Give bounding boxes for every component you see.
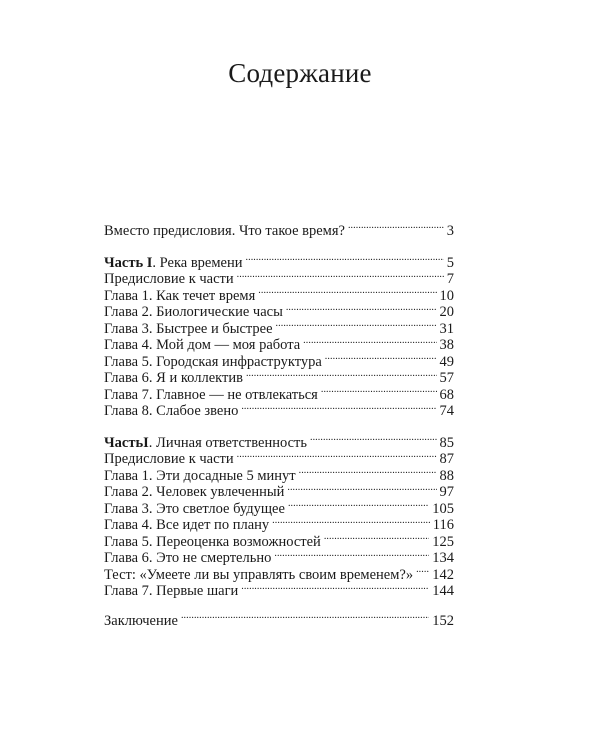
- toc-entry-page: 74: [439, 403, 454, 419]
- toc-entry-page: 7: [446, 271, 454, 287]
- dot-leader: [258, 283, 436, 300]
- dot-leader: [299, 463, 437, 480]
- toc-part1-heading[interactable]: [104, 250, 454, 271]
- toc-entry-conclusion[interactable]: [104, 608, 454, 629]
- dot-leader: [274, 546, 429, 563]
- toc-entry-page: 5: [446, 254, 454, 271]
- toc-entry-label: Глава 2. Биологические часы: [104, 304, 283, 320]
- toc-entry-page: 57: [439, 370, 454, 386]
- dot-leader: [288, 496, 429, 513]
- toc-entry-label: Глава 3. Это светлое будущее: [104, 500, 285, 517]
- toc-entry-label: Предисловие к части: [104, 451, 234, 467]
- toc-entry-label: Глава 2. Человек увлеченный: [104, 484, 285, 500]
- toc-entry-page: 10: [439, 287, 454, 304]
- toc-entry-intro[interactable]: [104, 218, 454, 239]
- toc-entry-label: Глава 4. Мой дом — моя работа: [104, 337, 301, 353]
- toc-entry-page: 31: [439, 320, 454, 337]
- toc-entry-page: 116: [432, 517, 454, 533]
- toc-entry-label: Глава 7. Первые шаги: [104, 583, 239, 599]
- toc-entry-page: 125: [432, 533, 454, 550]
- toc-entry-label: Глава 7. Главное — не отвлекаться: [104, 386, 318, 403]
- dot-leader: [348, 218, 444, 235]
- dot-leader: [416, 562, 429, 579]
- toc-entry-label: Глава 4. Все идет по плану: [104, 517, 270, 533]
- toc-entry-page: 105: [432, 500, 454, 517]
- toc-entry-label: Глава 6. Я и коллектив: [104, 370, 243, 386]
- toc-part-title: . Личная ответственность: [148, 434, 307, 451]
- toc-entry-page: 88: [439, 467, 454, 484]
- toc-part-heading-label: [104, 255, 243, 272]
- toc-entry-page: 97: [439, 484, 454, 500]
- toc-entry-label: Вместо предисловия. Что такое время?: [104, 222, 345, 239]
- dot-leader: [241, 399, 436, 416]
- dot-leader: [325, 349, 437, 366]
- toc-conclusion-block: [104, 608, 454, 629]
- dot-leader: [237, 447, 437, 464]
- dot-leader: [241, 579, 429, 596]
- toc-entry-label: Глава 5. Переоценка возможностей: [104, 533, 321, 550]
- dot-leader: [324, 529, 429, 546]
- dot-leader: [181, 608, 429, 625]
- toc-part-number: Часть I: [104, 254, 153, 271]
- dot-leader: [287, 480, 436, 497]
- toc-entry-page: 142: [432, 566, 454, 583]
- dot-leader: [272, 513, 430, 530]
- toc-part2-block: [104, 430, 454, 599]
- toc-entry-page: 85: [439, 434, 454, 451]
- dot-leader: [246, 250, 444, 267]
- toc-entry-label: Глава 1. Как течет время: [104, 287, 256, 304]
- toc-part-number: ЧастьI: [104, 434, 149, 451]
- toc-entry-page: 134: [432, 550, 454, 566]
- dot-leader: [286, 300, 437, 317]
- toc-entry-label: Тест: «Умеете ли вы управлять своим временем?»: [104, 566, 414, 583]
- toc-entry-page: 68: [439, 386, 454, 403]
- dot-leader: [303, 333, 436, 350]
- dot-leader: [237, 267, 444, 284]
- dot-leader: [310, 430, 437, 447]
- toc-entry-label: Глава 1. Эти досадные 5 минут: [104, 467, 296, 484]
- toc-entry-page: 144: [432, 583, 454, 599]
- toc-entry-page: 49: [439, 353, 454, 370]
- toc-entry-page: 3: [446, 222, 454, 239]
- toc-entry-page: 38: [439, 337, 454, 353]
- toc-entry-label: Глава 5. Городская инфраструктура: [104, 353, 322, 370]
- toc-entry-label: Заключение: [104, 612, 178, 629]
- toc-entry-label: Глава 8. Слабое звено: [104, 403, 239, 419]
- toc-entry-page: 152: [432, 612, 454, 629]
- page-title: Содержание: [228, 58, 372, 88]
- toc-entry-label: Глава 6. Это не смертельно: [104, 550, 272, 566]
- dot-leader: [321, 382, 437, 399]
- toc-entry-label: Глава 3. Быстрее и быстрее: [104, 320, 273, 337]
- toc-entry-page: 20: [439, 304, 454, 320]
- toc-intro-block: [104, 218, 454, 239]
- toc-entry-label: Предисловие к части: [104, 271, 234, 287]
- toc-part1-block: [104, 250, 454, 419]
- dot-leader: [246, 366, 437, 383]
- toc-entry-page: 87: [439, 451, 454, 467]
- toc-part-title: . Река времени: [152, 254, 243, 271]
- toc-part2-heading[interactable]: [104, 430, 454, 451]
- dot-leader: [276, 316, 437, 333]
